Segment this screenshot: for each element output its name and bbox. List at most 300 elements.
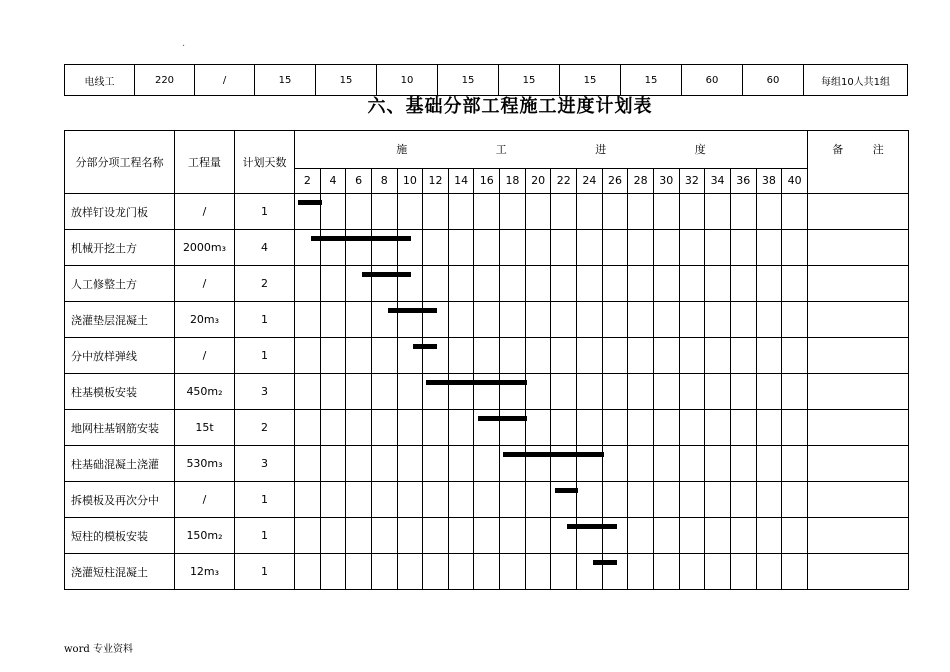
timeline-cell xyxy=(577,338,603,374)
timeline-cell xyxy=(782,194,808,230)
timeline-cell xyxy=(474,554,500,590)
days-col-header: 计划天数 xyxy=(235,131,295,194)
progress-header xyxy=(295,131,808,169)
timeline-cell xyxy=(705,446,731,482)
top-row-cell: 15 xyxy=(560,65,621,96)
timeline-cell xyxy=(397,338,423,374)
timeline-cell xyxy=(500,338,526,374)
timeline-cell xyxy=(653,302,679,338)
task-row xyxy=(65,194,909,230)
timeline-cell xyxy=(756,482,782,518)
day-tick: 30 xyxy=(653,168,679,193)
timeline-cell xyxy=(474,482,500,518)
timeline-cell xyxy=(423,230,449,266)
timeline-cell xyxy=(320,302,346,338)
timeline-cell xyxy=(500,230,526,266)
day-tick: 40 xyxy=(782,168,808,193)
top-row-cell: 15 xyxy=(499,65,560,96)
task-name: 浇灌垫层混凝土 xyxy=(65,302,175,338)
timeline-cell xyxy=(320,482,346,518)
day-tick: 14 xyxy=(448,168,474,193)
timeline-cell xyxy=(500,410,526,446)
timeline-cell xyxy=(653,410,679,446)
timeline-cell xyxy=(551,482,577,518)
top-row xyxy=(65,65,908,96)
timeline-cell xyxy=(577,266,603,302)
timeline-cell xyxy=(602,518,628,554)
remark-char: 注 xyxy=(872,143,884,156)
timeline-cell xyxy=(602,446,628,482)
top-row-cell: 15 xyxy=(621,65,682,96)
timeline-cell xyxy=(448,338,474,374)
top-row-cell: 220 xyxy=(135,65,195,96)
timeline-cell xyxy=(397,554,423,590)
timeline-cell xyxy=(705,230,731,266)
name-col-header: 分部分项工程名称 xyxy=(65,131,175,194)
remark-cell xyxy=(808,338,909,374)
timeline-cell xyxy=(346,446,372,482)
task-row xyxy=(65,338,909,374)
timeline-cell xyxy=(628,194,654,230)
timeline-cell xyxy=(756,338,782,374)
timeline-cell xyxy=(653,230,679,266)
timeline-cell xyxy=(448,194,474,230)
timeline-cell xyxy=(653,338,679,374)
timeline-cell xyxy=(474,518,500,554)
progress-char: 施 xyxy=(396,143,408,157)
timeline-cell xyxy=(320,554,346,590)
day-tick: 20 xyxy=(525,168,551,193)
timeline-cell xyxy=(448,230,474,266)
timeline-cell xyxy=(679,266,705,302)
page-title: 六、基础分部工程施工进度计划表 xyxy=(367,96,653,117)
timeline-cell xyxy=(474,302,500,338)
timeline-cell xyxy=(705,410,731,446)
timeline-cell xyxy=(397,410,423,446)
timeline-cell xyxy=(705,338,731,374)
timeline-cell xyxy=(653,518,679,554)
timeline-cell xyxy=(448,518,474,554)
timeline-cell xyxy=(474,338,500,374)
timeline-cell xyxy=(371,266,397,302)
timeline-cell xyxy=(577,302,603,338)
timeline-cell xyxy=(525,554,551,590)
timeline-cell xyxy=(397,446,423,482)
task-days: 1 xyxy=(235,302,295,338)
task-name: 短柱的模板安装 xyxy=(65,518,175,554)
remark-cell xyxy=(808,482,909,518)
timeline-cell xyxy=(653,446,679,482)
task-qty: / xyxy=(175,266,235,302)
top-row-cell: 10 xyxy=(377,65,438,96)
timeline-cell xyxy=(397,230,423,266)
timeline-cell xyxy=(679,374,705,410)
day-tick: 28 xyxy=(628,168,654,193)
timeline-cell xyxy=(371,338,397,374)
timeline-cell xyxy=(346,482,372,518)
timeline-cell xyxy=(602,554,628,590)
timeline-cell xyxy=(730,554,756,590)
timeline-cell xyxy=(423,554,449,590)
timeline-cell xyxy=(730,266,756,302)
timeline-cell xyxy=(500,302,526,338)
timeline-cell xyxy=(679,410,705,446)
timeline-cell xyxy=(295,230,321,266)
top-row-cell: / xyxy=(195,65,255,96)
timeline-cell xyxy=(500,446,526,482)
task-qty: 20m₃ xyxy=(175,302,235,338)
timeline-cell xyxy=(679,518,705,554)
footer-text: word 专业资料 xyxy=(64,644,133,655)
timeline-cell xyxy=(782,410,808,446)
timeline-cell xyxy=(756,266,782,302)
timeline-cell xyxy=(448,302,474,338)
timeline-cell xyxy=(679,302,705,338)
timeline-cell xyxy=(371,482,397,518)
timeline-cell xyxy=(397,374,423,410)
timeline-cell xyxy=(782,266,808,302)
task-name: 柱基模板安装 xyxy=(65,374,175,410)
task-row xyxy=(65,302,909,338)
task-days: 3 xyxy=(235,374,295,410)
timeline-cell xyxy=(782,518,808,554)
timeline-cell xyxy=(500,554,526,590)
timeline-cell xyxy=(551,230,577,266)
gantt-bar xyxy=(298,200,322,205)
timeline-cell xyxy=(551,194,577,230)
timeline-cell xyxy=(525,482,551,518)
remark-char: 备 xyxy=(832,143,844,156)
task-days: 1 xyxy=(235,518,295,554)
top-row-cell: 15 xyxy=(438,65,499,96)
day-tick: 24 xyxy=(577,168,603,193)
timeline-cell xyxy=(782,374,808,410)
timeline-cell xyxy=(679,554,705,590)
qty-col-header: 工程量 xyxy=(175,131,235,194)
timeline-cell xyxy=(525,410,551,446)
timeline-cell xyxy=(295,374,321,410)
day-tick: 18 xyxy=(500,168,526,193)
timeline-cell xyxy=(602,482,628,518)
timeline-cell xyxy=(782,338,808,374)
timeline-cell xyxy=(653,266,679,302)
timeline-cell xyxy=(730,302,756,338)
task-qty: 2000m₃ xyxy=(175,230,235,266)
timeline-cell xyxy=(730,518,756,554)
timeline-cell xyxy=(423,518,449,554)
timeline-cell xyxy=(423,338,449,374)
timeline-cell xyxy=(551,338,577,374)
timeline-cell xyxy=(474,374,500,410)
timeline-cell xyxy=(602,194,628,230)
timeline-cell xyxy=(705,518,731,554)
timeline-cell xyxy=(602,410,628,446)
timeline-cell xyxy=(397,482,423,518)
gantt-bar xyxy=(478,416,527,421)
timeline-cell xyxy=(346,374,372,410)
timeline-cell xyxy=(320,410,346,446)
gantt-bar xyxy=(388,308,437,313)
timeline-cell xyxy=(756,230,782,266)
day-tick: 6 xyxy=(346,168,372,193)
top-row-cell: 每组10人共1组 xyxy=(804,65,908,96)
timeline-cell xyxy=(730,230,756,266)
timeline-cell xyxy=(577,374,603,410)
timeline-cell xyxy=(320,374,346,410)
timeline-cell xyxy=(371,194,397,230)
timeline-cell xyxy=(474,230,500,266)
timeline-cell xyxy=(551,266,577,302)
timeline-cell xyxy=(628,374,654,410)
timeline-cell xyxy=(679,194,705,230)
timeline-cell xyxy=(346,338,372,374)
timeline-cell xyxy=(397,194,423,230)
remark-cell xyxy=(808,266,909,302)
timeline-cell xyxy=(577,446,603,482)
timeline-cell xyxy=(474,266,500,302)
timeline-cell xyxy=(423,446,449,482)
timeline-cell xyxy=(679,482,705,518)
timeline-cell xyxy=(448,410,474,446)
timeline-cell xyxy=(448,266,474,302)
timeline-cell xyxy=(500,266,526,302)
timeline-cell xyxy=(474,446,500,482)
day-tick: 38 xyxy=(756,168,782,193)
gantt-bar xyxy=(413,344,437,349)
timeline-cell xyxy=(371,554,397,590)
gantt-bar xyxy=(362,272,411,277)
timeline-cell xyxy=(602,302,628,338)
top-row-cell: 60 xyxy=(743,65,804,96)
remark-cell xyxy=(808,518,909,554)
top-row-cell: 15 xyxy=(255,65,316,96)
task-days: 1 xyxy=(235,338,295,374)
timeline-cell xyxy=(577,518,603,554)
gantt-bar xyxy=(555,488,579,493)
task-days: 2 xyxy=(235,410,295,446)
timeline-cell xyxy=(346,554,372,590)
timeline-cell xyxy=(525,302,551,338)
timeline-cell xyxy=(628,338,654,374)
timeline-cell xyxy=(705,482,731,518)
timeline-cell xyxy=(756,518,782,554)
timeline-cell xyxy=(346,302,372,338)
timeline-cell xyxy=(295,446,321,482)
top-row-cell: 60 xyxy=(682,65,743,96)
timeline-cell xyxy=(577,230,603,266)
gantt-bar xyxy=(503,452,604,457)
remark-cell xyxy=(808,194,909,230)
task-name: 放样钉设龙门板 xyxy=(65,194,175,230)
timeline-cell xyxy=(525,266,551,302)
task-qty: 12m₃ xyxy=(175,554,235,590)
progress-char: 工 xyxy=(495,143,507,157)
timeline-cell xyxy=(320,446,346,482)
timeline-cell xyxy=(371,302,397,338)
day-tick: 36 xyxy=(730,168,756,193)
timeline-cell xyxy=(295,338,321,374)
remark-header xyxy=(808,131,909,194)
task-qty: 450m₂ xyxy=(175,374,235,410)
timeline-cell xyxy=(371,410,397,446)
timeline-cell xyxy=(371,374,397,410)
timeline-cell xyxy=(577,482,603,518)
timeline-cell xyxy=(397,302,423,338)
timeline-cell xyxy=(397,266,423,302)
timeline-cell xyxy=(295,302,321,338)
timeline-cell xyxy=(782,230,808,266)
timeline-cell xyxy=(602,374,628,410)
timeline-cell xyxy=(679,338,705,374)
timeline-cell xyxy=(500,482,526,518)
day-tick: 10 xyxy=(397,168,423,193)
task-days: 1 xyxy=(235,194,295,230)
progress-char: 进 xyxy=(595,143,607,157)
day-tick: 16 xyxy=(474,168,500,193)
day-tick: 4 xyxy=(320,168,346,193)
timeline-cell xyxy=(397,518,423,554)
gantt-bar xyxy=(593,560,617,565)
task-row xyxy=(65,374,909,410)
timeline-cell xyxy=(730,374,756,410)
timeline-cell xyxy=(295,518,321,554)
timeline-cell xyxy=(371,230,397,266)
timeline-cell xyxy=(346,230,372,266)
timeline-cell xyxy=(525,446,551,482)
top-row-cell: 电线工 xyxy=(65,65,135,96)
timeline-cell xyxy=(346,518,372,554)
timeline-cell xyxy=(295,266,321,302)
timeline-cell xyxy=(628,230,654,266)
timeline-cell xyxy=(756,194,782,230)
top-row-cell: 15 xyxy=(316,65,377,96)
progress-char: 度 xyxy=(694,143,706,157)
timeline-cell xyxy=(653,482,679,518)
day-tick: 8 xyxy=(371,168,397,193)
day-tick: 32 xyxy=(679,168,705,193)
gantt-bar xyxy=(311,236,412,241)
task-days: 2 xyxy=(235,266,295,302)
timeline-cell xyxy=(653,554,679,590)
timeline-cell xyxy=(525,374,551,410)
timeline-cell xyxy=(474,410,500,446)
timeline-cell xyxy=(679,230,705,266)
timeline-cell xyxy=(448,554,474,590)
task-name: 分中放样弹线 xyxy=(65,338,175,374)
timeline-cell xyxy=(474,194,500,230)
timeline-cell xyxy=(295,410,321,446)
remark-cell xyxy=(808,230,909,266)
task-row xyxy=(65,482,909,518)
timeline-cell xyxy=(423,302,449,338)
timeline-cell xyxy=(371,446,397,482)
timeline-cell xyxy=(551,554,577,590)
schedule-table xyxy=(64,130,909,590)
timeline-cell xyxy=(448,374,474,410)
timeline-cell xyxy=(782,554,808,590)
remark-cell xyxy=(808,554,909,590)
task-qty: 530m₃ xyxy=(175,446,235,482)
timeline-cell xyxy=(730,410,756,446)
day-tick: 2 xyxy=(295,168,321,193)
timeline-cell xyxy=(628,482,654,518)
timeline-cell xyxy=(756,302,782,338)
timeline-cell xyxy=(551,374,577,410)
timeline-cell xyxy=(756,446,782,482)
timeline-cell xyxy=(423,266,449,302)
task-name: 机械开挖土方 xyxy=(65,230,175,266)
timeline-cell xyxy=(577,410,603,446)
timeline-cell xyxy=(320,266,346,302)
timeline-cell xyxy=(602,338,628,374)
header-row-1 xyxy=(65,131,909,169)
timeline-cell xyxy=(525,194,551,230)
timeline-cell xyxy=(551,302,577,338)
task-qty: 15t xyxy=(175,410,235,446)
timeline-cell xyxy=(628,554,654,590)
remark-cell xyxy=(808,446,909,482)
day-tick: 26 xyxy=(602,168,628,193)
timeline-cell xyxy=(705,374,731,410)
timeline-cell xyxy=(577,194,603,230)
timeline-cell xyxy=(756,554,782,590)
task-qty: / xyxy=(175,482,235,518)
task-qty: 150m₂ xyxy=(175,518,235,554)
timeline-cell xyxy=(295,554,321,590)
timeline-cell xyxy=(423,482,449,518)
timeline-cell xyxy=(653,194,679,230)
timeline-cell xyxy=(705,554,731,590)
timeline-cell xyxy=(448,446,474,482)
timeline-cell xyxy=(320,230,346,266)
task-days: 4 xyxy=(235,230,295,266)
task-name: 人工修整土方 xyxy=(65,266,175,302)
timeline-cell xyxy=(756,410,782,446)
task-row xyxy=(65,554,909,590)
timeline-cell xyxy=(628,518,654,554)
timeline-cell xyxy=(346,194,372,230)
task-row xyxy=(65,410,909,446)
timeline-cell xyxy=(320,338,346,374)
task-days: 1 xyxy=(235,554,295,590)
timeline-cell xyxy=(320,518,346,554)
task-row xyxy=(65,230,909,266)
task-row xyxy=(65,266,909,302)
timeline-cell xyxy=(500,194,526,230)
timeline-cell xyxy=(628,266,654,302)
timeline-cell xyxy=(525,338,551,374)
timeline-cell xyxy=(577,554,603,590)
timeline-cell xyxy=(525,230,551,266)
timeline-cell xyxy=(448,482,474,518)
timeline-cell xyxy=(756,374,782,410)
timeline-cell xyxy=(500,374,526,410)
timeline-cell xyxy=(525,518,551,554)
timeline-cell xyxy=(295,194,321,230)
task-name: 拆模板及再次分中 xyxy=(65,482,175,518)
timeline-cell xyxy=(782,482,808,518)
timeline-cell xyxy=(602,266,628,302)
remark-cell xyxy=(808,374,909,410)
timeline-cell xyxy=(423,194,449,230)
task-row xyxy=(65,446,909,482)
timeline-cell xyxy=(653,374,679,410)
task-name: 地网柱基钢筋安装 xyxy=(65,410,175,446)
remark-cell xyxy=(808,410,909,446)
task-qty: / xyxy=(175,338,235,374)
timeline-cell xyxy=(730,194,756,230)
timeline-cell xyxy=(782,446,808,482)
